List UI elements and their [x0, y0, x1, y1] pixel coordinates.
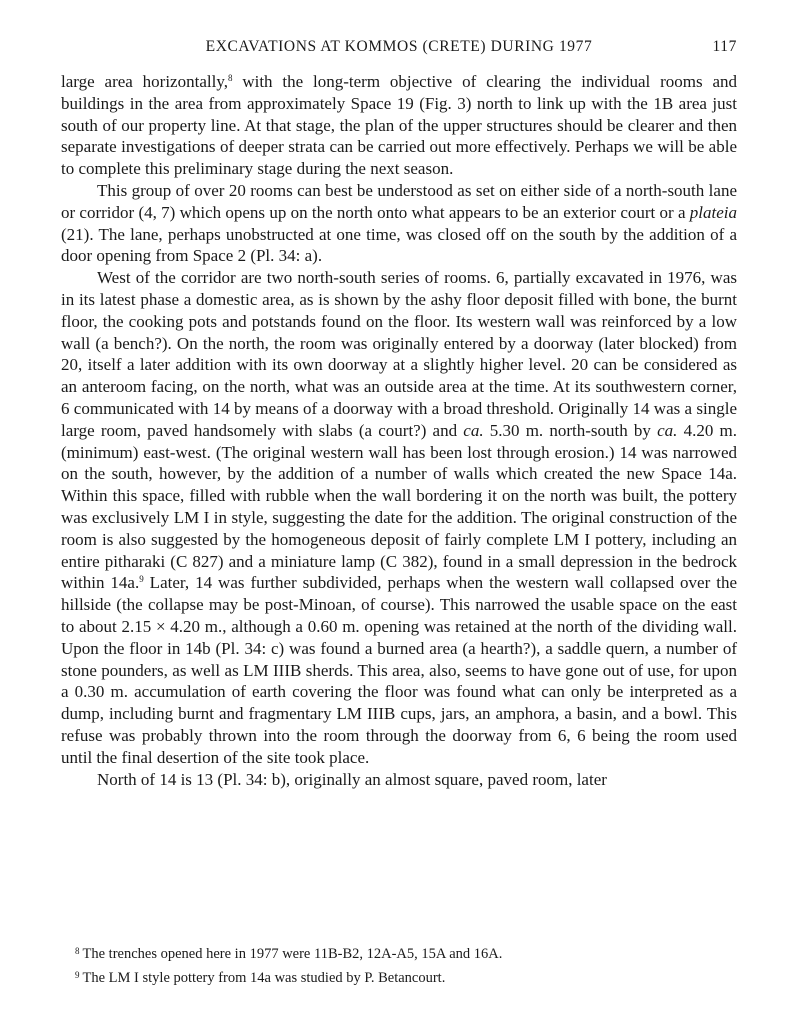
footnote — [61, 941, 737, 965]
page-number: 117 — [712, 38, 737, 55]
paragraph — [61, 267, 737, 768]
running-header — [61, 38, 737, 62]
paragraph — [61, 180, 737, 267]
paragraph — [61, 71, 737, 180]
italic-text: plateia — [689, 202, 737, 222]
footnote — [61, 965, 737, 989]
text-run: West of the corridor are two north-south series of rooms. 6, partially excavated in 1976, was in its latest phase a domestic area, as is shown by the ashy floor deposit filled with bone, the burnt floor, the cooking pots and potstands found on the floor. Its western wall was reinforced by a low wall (a bench?). On the north, the room was originally entered by a doorway (later blocked) from 20, itself a later addition with its own doorway at a slightly higher level. 20 can be considered as an anteroom facing, on the north, what was an outside area at the time. At its southwestern corner, 6 communicated with 14 by means of a doorway with a broad threshold. Originally 14 was a single large room, paved handsomely with slabs (a court?) and — [61, 268, 737, 440]
text-run: large area horizontally, — [61, 72, 228, 91]
body-text — [61, 71, 737, 790]
text-run: with the long-term objective of clearing the individual rooms and buildings in the area from approximately Space 19 (Fig. 3) north to link up with the 1B area just south of our property line. At that stage, the plan of the upper structures should be clearer and then separate investigations of deeper strata can be carried out more effectively. Perhaps we will be able to complete this preliminary stage during the next season. — [61, 72, 737, 179]
italic-text: ca. — [657, 420, 678, 440]
text-run: North of 14 is 13 (Pl. 34: b), originally an almost square, paved room, later — [97, 769, 607, 789]
footnote-reference: 8 — [227, 73, 233, 83]
text-run: This group of over 20 rooms can best be understood as set on either side of a north-south lane or corridor (4, 7) which opens up on the north onto what appears to be an exterior court or a — [61, 180, 737, 222]
footnote-text: The LM I style pottery from 14a was studied by P. Betancourt. — [82, 970, 446, 986]
italic-text: ca. — [463, 420, 484, 440]
footnote-reference: 9 — [139, 574, 144, 585]
footnote-mark: 8 — [75, 946, 80, 956]
text-run: Later, 14 was further subdivided, perhaps when the western wall collapsed over the hillside (the collapse may be post-Minoan, of course). This narrowed the usable space on the east to about 2.15 × 4.20 m., although a 0.60 m. opening was retained at the north of the dividing wall. Upon the floor in 14b (Pl. 34: c) was found a burned area (a hearth?), a saddle quern, a number of stone pounders, as well as LM IIIB sherds. This area, also, seems to have gone out of use, for upon a 0.30 m. accumulation of earth covering the floor was found what can only be interpreted as a dump, including burnt and fragmentary LM IIIB cups, jars, an amphora, a basin, and a bowl. This refuse was probably thrown into the room through the doorway from 6, 6 being the room used until the final desertion of the site took place. — [61, 573, 737, 767]
text-run: 5.30 m. north-south by — [483, 420, 658, 440]
running-title: EXCAVATIONS AT KOMMOS (CRETE) DURING 1977 — [205, 38, 593, 55]
footnote-mark: 9 — [75, 970, 80, 980]
footnotes — [61, 941, 737, 989]
text-run: 4.20 m. (minimum) east-west. (The original western wall has been lost through erosion.) 14 was narrowed on the south, however, by the addition of a number of walls which created the new Space 14a. Within this space, filled with rubble when the wall bordering it on the north was built, the pottery was exclusively LM I in style, suggesting the date for the addition. The original construction of the room is also suggested by the homogeneous deposit of fairly complete LM I pottery, including an entire pitharaki (C 827) and a miniature lamp (C 382), found in a small depression in the bedrock within 14a. — [61, 420, 737, 593]
paragraph — [61, 769, 737, 791]
footnote-text: The trenches opened here in 1977 were 11B-B2, 12A-A5, 15A and 16A. — [82, 946, 503, 962]
text-run: (21). The lane, perhaps unobstructed at one time, was closed off on the south by the addition of a door opening from Space 2 (Pl. 34: a). — [61, 224, 737, 266]
page — [61, 38, 737, 790]
